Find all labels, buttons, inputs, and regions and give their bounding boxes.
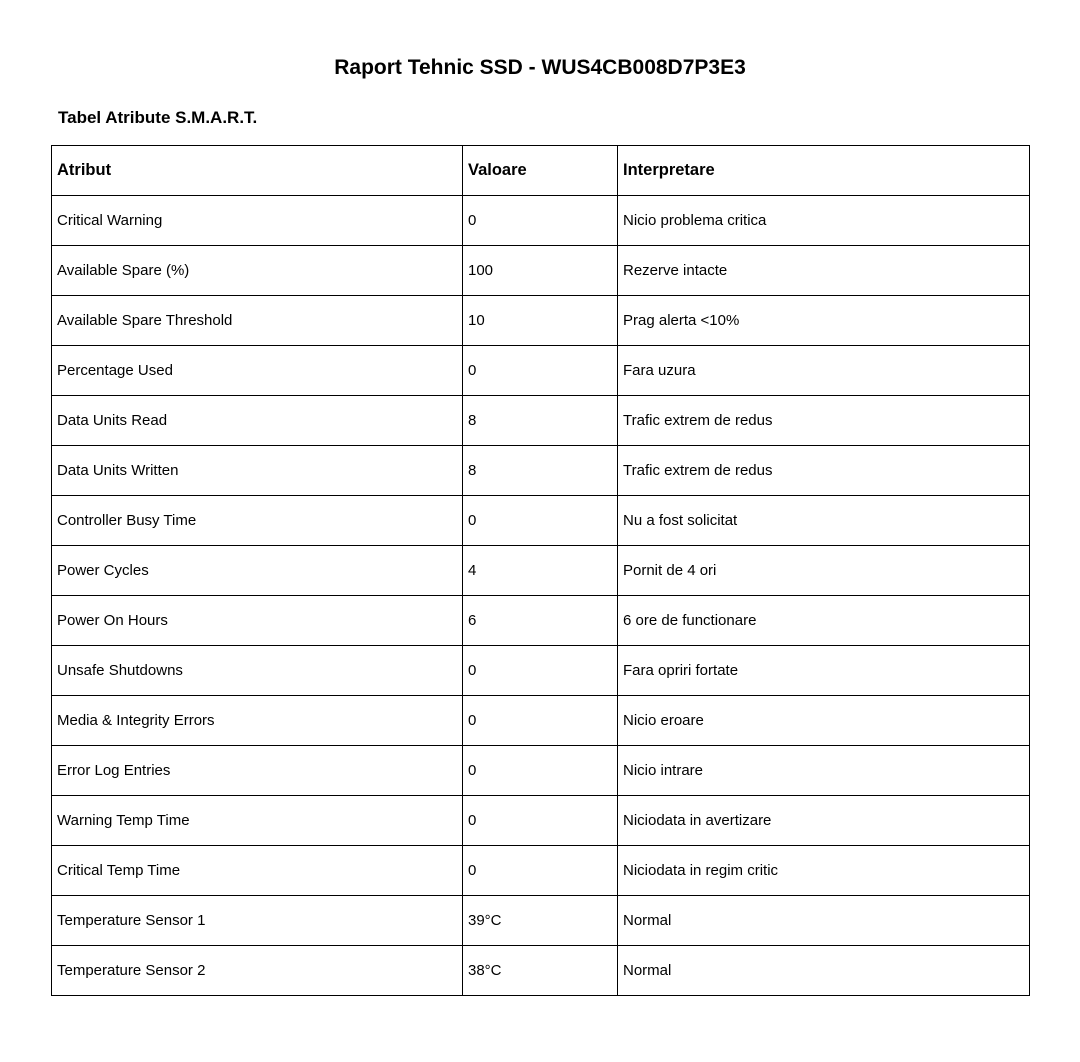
cell-atribut: Error Log Entries: [52, 746, 463, 796]
table-row: [52, 196, 1030, 246]
cell-atribut: Temperature Sensor 1: [52, 896, 463, 946]
table-row: [52, 946, 1030, 996]
cell-interpretare: Normal: [618, 896, 1030, 946]
cell-atribut: Data Units Written: [52, 446, 463, 496]
cell-interpretare: Nicio problema critica: [618, 196, 1030, 246]
cell-valoare: 0: [463, 346, 618, 396]
cell-interpretare: Nu a fost solicitat: [618, 496, 1030, 546]
cell-valoare: 0: [463, 846, 618, 896]
cell-interpretare: Niciodata in regim critic: [618, 846, 1030, 896]
cell-atribut: Unsafe Shutdowns: [52, 646, 463, 696]
cell-valoare: 6: [463, 596, 618, 646]
table-row: [52, 246, 1030, 296]
table-row: [52, 546, 1030, 596]
cell-atribut: Power Cycles: [52, 546, 463, 596]
page-title: Raport Tehnic SSD - WUS4CB008D7P3E3: [334, 56, 746, 79]
table-header-row: [52, 146, 1030, 196]
table-row: [52, 896, 1030, 946]
cell-atribut: Data Units Read: [52, 396, 463, 446]
table-row: [52, 396, 1030, 446]
table-row: [52, 696, 1030, 746]
table-row: [52, 446, 1030, 496]
cell-valoare: 8: [463, 446, 618, 496]
cell-interpretare: 6 ore de functionare: [618, 596, 1030, 646]
header-interpretare: Interpretare: [618, 146, 1030, 196]
table-row: [52, 746, 1030, 796]
cell-interpretare: Prag alerta <10%: [618, 296, 1030, 346]
cell-atribut: Available Spare Threshold: [52, 296, 463, 346]
cell-interpretare: Normal: [618, 946, 1030, 996]
section-title: Tabel Atribute S.M.A.R.T.: [58, 108, 258, 127]
cell-valoare: 0: [463, 746, 618, 796]
cell-interpretare: Fara opriri fortate: [618, 646, 1030, 696]
table-row: [52, 846, 1030, 896]
cell-atribut: Available Spare (%): [52, 246, 463, 296]
cell-valoare: 0: [463, 796, 618, 846]
cell-valoare: 38°C: [463, 946, 618, 996]
cell-valoare: 0: [463, 496, 618, 546]
table-row: [52, 296, 1030, 346]
cell-valoare: 8: [463, 396, 618, 446]
cell-valoare: 0: [463, 196, 618, 246]
table-row: [52, 496, 1030, 546]
header-atribut: Atribut: [52, 146, 463, 196]
cell-atribut: Media & Integrity Errors: [52, 696, 463, 746]
cell-interpretare: Pornit de 4 ori: [618, 546, 1030, 596]
cell-interpretare: Trafic extrem de redus: [618, 446, 1030, 496]
cell-valoare: 39°C: [463, 896, 618, 946]
cell-atribut: Power On Hours: [52, 596, 463, 646]
cell-interpretare: Nicio intrare: [618, 746, 1030, 796]
cell-atribut: Temperature Sensor 2: [52, 946, 463, 996]
cell-valoare: 10: [463, 296, 618, 346]
cell-valoare: 0: [463, 646, 618, 696]
cell-atribut: Critical Warning: [52, 196, 463, 246]
cell-interpretare: Trafic extrem de redus: [618, 396, 1030, 446]
smart-attributes-table: [51, 145, 1030, 996]
table-row: [52, 646, 1030, 696]
cell-valoare: 0: [463, 696, 618, 746]
cell-interpretare: Rezerve intacte: [618, 246, 1030, 296]
cell-atribut: Controller Busy Time: [52, 496, 463, 546]
header-valoare: Valoare: [463, 146, 618, 196]
table-row: [52, 346, 1030, 396]
cell-atribut: Percentage Used: [52, 346, 463, 396]
cell-atribut: Warning Temp Time: [52, 796, 463, 846]
cell-valoare: 4: [463, 546, 618, 596]
cell-atribut: Critical Temp Time: [52, 846, 463, 896]
cell-interpretare: Fara uzura: [618, 346, 1030, 396]
cell-interpretare: Niciodata in avertizare: [618, 796, 1030, 846]
table-row: [52, 596, 1030, 646]
table-row: [52, 796, 1030, 846]
cell-valoare: 100: [463, 246, 618, 296]
cell-interpretare: Nicio eroare: [618, 696, 1030, 746]
